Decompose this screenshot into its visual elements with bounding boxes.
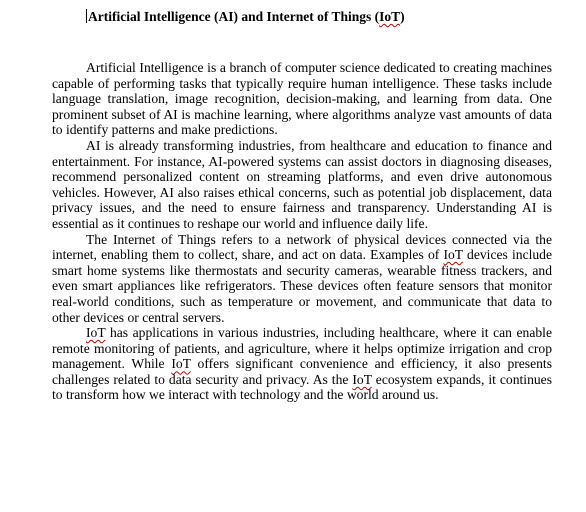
paragraph-ai-impact: AI is already transforming industries, from healthcare and education to finance and entertainment. For instance, AI-powered systems can assist doctors in diagnosing diseases, recommend personalized content on streaming platforms, and even drive autonomous vehicles. However, AI also raises ethical concerns, such as potential job displacement, data privacy issues, and the need to ensure fairness and transparency. Understanding AI is essential as it continues to reshape our world and influence daily life. [52, 137, 552, 231]
paragraph-text: The Internet of Things refers to a network of physical devices connected via the internet, enabling them to collect, share, and act on data. Examples of [52, 231, 552, 263]
title-text-end: ) [400, 9, 405, 24]
title-text: Artificial Intelligence (AI) and Internet of Things ( [88, 9, 380, 24]
paragraph-text: has applications in various industries, including healthcare, where it can enable remote monitoring of patients, and agriculture, where it helps optimize irrigation and crop management. While [52, 325, 552, 372]
spellcheck-word[interactable]: IoT [379, 9, 401, 24]
spellcheck-word[interactable]: IoT [443, 247, 463, 263]
spellcheck-word[interactable]: IoT [86, 325, 106, 341]
document-page [52, 8, 552, 403]
paragraph-text: ecosystem expands, it continues to transform how we interact with technology and the world around us. [52, 371, 552, 403]
paragraph-text: devices include smart home systems like thermostats and security cameras, wearable fitness trackers, and even smart appliances like refrigerators. These devices often feature sensors that monitor real-world conditions, such as temperature or movement, and communicate that data to other devices or central servers. [52, 247, 553, 325]
paragraph-iot-applications [52, 325, 552, 403]
spellcheck-word[interactable]: IoT [352, 371, 372, 387]
text-cursor [86, 9, 87, 23]
paragraph-ai-definition: Artificial Intelligence is a branch of computer science dedicated to creating machines capable of performing tasks that typically require human intelligence. These tasks include language translation, image recognition, decision-making, and learning from data. One prominent subset of AI is machine learning, where algorithms analyze vast amounts of data to identify patterns and make predictions. [52, 60, 552, 138]
paragraph-text: offers significant convenience and efficiency, it also presents challenges related to data security and privacy. As the [52, 356, 552, 387]
document-body [52, 60, 552, 403]
document-title [86, 8, 552, 26]
spellcheck-word[interactable]: IoT [171, 356, 191, 372]
paragraph-iot-definition [52, 232, 552, 326]
